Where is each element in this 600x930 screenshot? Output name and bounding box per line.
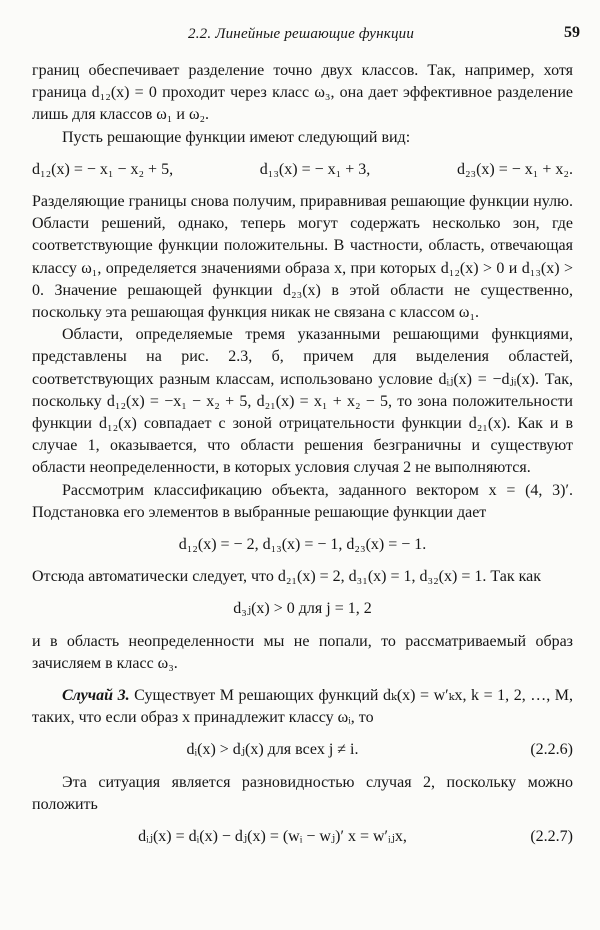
equation-decision-functions [32,159,573,181]
paragraph: Отсюда автоматически следует, что d₂₁(x) = 2, d₃₁(x) = 1, d₃₂(x) = 1. Так как [32,568,541,586]
paragraph: Рассмотрим классификацию объекта, заданного вектором x = (4, 3)′. Подстановка его элементов в выбранные решающие функции дает [32,481,573,521]
equation-term: d₁₃(x) = − x₁ + 3, [259,160,371,178]
equation-number: (2.2.6) [530,741,573,759]
equation-number: (2.2.7) [530,828,573,846]
paragraph: Пусть решающие функции имеют следующий вид: [62,128,411,146]
page-number: 59 [564,24,580,41]
paragraph: Области, определяемые тремя указанными решающими функциями, представлены на рис. 2.3, б, причем для выделения областей, соответствующих разным классам, использовано условие dᵢⱼ(x) = −dⱼᵢ(x). Так, поскольку d₁₂(x) = −x₁ − x₂ + 5, d₂₁(x) = x₁ + x₂ − 5, то зона положительности функции d₁₂(x) совпадает с зоной отрицательности функции d₂₁(x). Как и в случае 1, оказывается, что области решения безграничны и существуют области неопределенности, в которых условия случая 2 не выполняются. [32,326,573,477]
case-heading: Случай 3. [62,687,130,705]
page-header [34,22,580,48]
paragraph-case-3 [32,685,573,729]
running-title: 2.2. Линейные решающие функции [188,26,415,42]
equation-substitution: d₁₂(x) = − 2, d₁₃(x) = − 1, d₂₃(x) = − 1. [178,536,427,554]
equation-condition: d₃ⱼ(x) > 0 для j = 1, 2 [233,600,372,618]
page-body [32,60,573,858]
paragraph: и в область неопределенности мы не попали, то рассматриваемый образ зачисляем в класс ω₃. [32,632,573,672]
equation-term: d₂₃(x) = − x₁ + x₂. [456,160,573,178]
case-text: Существует M решающих функций dₖ(x) = w′ₖx, k = 1, 2, …, M, таких, что если образ x принадлежит классу ωᵢ, то [32,687,574,727]
equation-body: dᵢⱼ(x) = dᵢ(x) − dⱼ(x) = (wᵢ − wⱼ)′ x = w′ᵢⱼx, [138,828,407,846]
equation-2-2-6 [32,739,573,761]
paragraph: границ обеспечивает разделение точно двух классов. Так, например, хотя граница d₁₂(x) = 0 проходит через класс ω₃, она дает эффективное разделение лишь для классов ω₁ и ω₂. [32,62,573,124]
paragraph: Разделяющие границы снова получим, приравнивая решающие функции нулю. Области решений, однако, теперь могут содержать несколько зон, где соответствующие функции положительны. В частности, область, отвечающая классу ω₁, определяется значениями образа x, при которых d₁₂(x) > 0 и d₁₃(x) > 0. Значение решающей функции d₂₃(x) в этой области не существенно, поскольку эта решающая функция никак не связана с классом ω₁. [32,193,573,322]
equation-body: dᵢ(x) > dⱼ(x) для всех j ≠ i. [186,741,359,759]
equation-2-2-7 [32,826,573,848]
equation-term: d₁₂(x) = − x₁ − x₂ + 5, [32,160,174,178]
paragraph: Эта ситуация является разновидностью случая 2, поскольку можно положить [32,773,573,813]
